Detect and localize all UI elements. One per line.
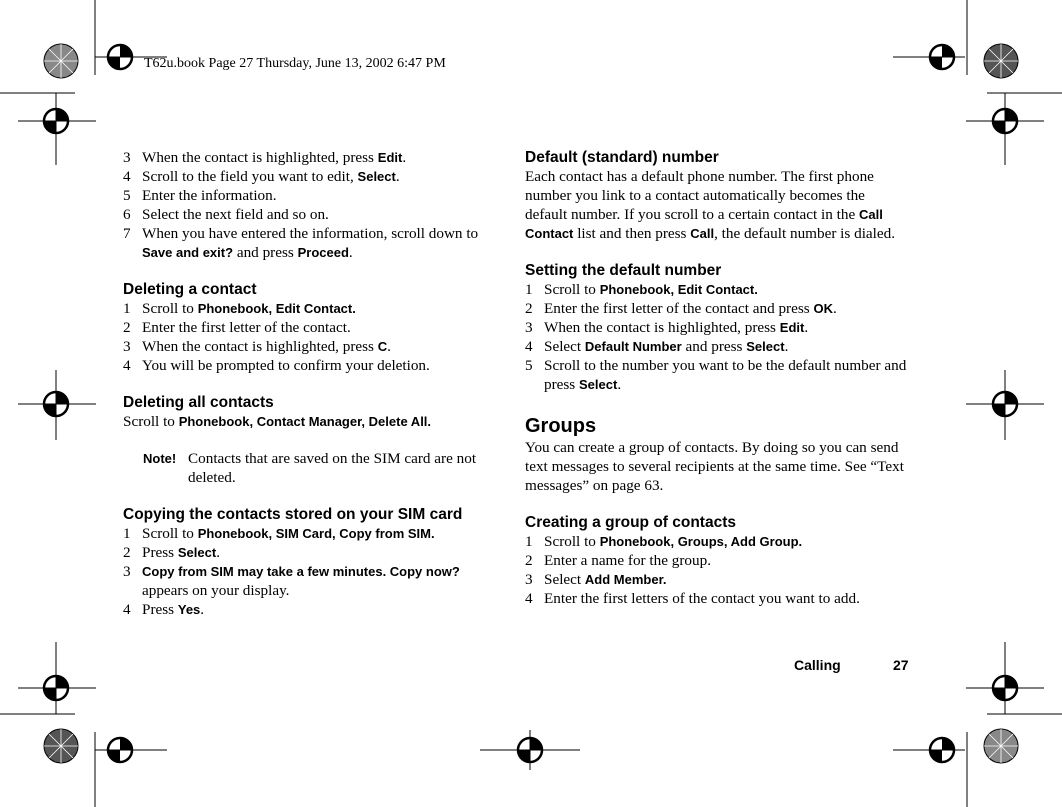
list-item <box>525 532 910 551</box>
list-item <box>525 570 910 589</box>
key-label: Select <box>177 545 217 560</box>
step-text: Select <box>544 571 585 588</box>
step-number: 1 <box>123 525 131 542</box>
key-label: Phonebook, SIM Card, Copy from SIM. <box>197 526 435 541</box>
step-number: 5 <box>525 357 533 374</box>
creating-group-steps <box>525 532 910 608</box>
paragraph <box>525 167 910 243</box>
edit-steps <box>123 148 508 262</box>
note-text: Contacts that are saved on the SIM card are not deleted. <box>188 450 477 486</box>
step-number: 3 <box>525 319 533 336</box>
list-item <box>123 543 508 562</box>
list-item <box>525 299 910 318</box>
list-item <box>123 600 508 619</box>
key-label: Default Number <box>584 339 682 354</box>
step-number: 6 <box>123 206 131 223</box>
step-number: 3 <box>123 338 131 355</box>
body-text: , the default number is dialed. <box>714 225 896 242</box>
step-number: 2 <box>123 544 131 561</box>
list-item <box>123 562 508 600</box>
step-text: When the contact is highlighted, press <box>142 149 378 166</box>
step-number: 1 <box>525 533 533 550</box>
list-item <box>123 205 508 224</box>
key-label: Phonebook, Contact Manager, Delete All. <box>178 414 432 429</box>
list-item <box>123 318 508 337</box>
key-label: Phonebook, Edit Contact. <box>599 282 758 297</box>
step-text: . <box>617 376 622 393</box>
step-text: . <box>804 319 809 336</box>
paragraph <box>123 412 508 431</box>
step-number: 4 <box>123 601 131 618</box>
step-number: 4 <box>525 590 533 607</box>
setting-default-steps <box>525 280 910 394</box>
step-text: You will be prompted to confirm your deletion. <box>142 357 430 374</box>
step-text: . <box>200 601 205 618</box>
key-label: Select <box>357 169 396 184</box>
key-label: Edit <box>779 320 805 335</box>
list-item <box>525 589 910 608</box>
step-number: 1 <box>525 281 533 298</box>
print-header: T62u.book Page 27 Thursday, June 13, 2002 6:47 PM <box>144 56 446 71</box>
step-text: Scroll to <box>544 533 600 550</box>
left-column <box>123 148 508 619</box>
list-item <box>525 318 910 337</box>
step-text: Select <box>544 338 585 355</box>
list-item <box>123 356 508 375</box>
step-number: 2 <box>525 300 533 317</box>
step-text: When the contact is highlighted, press <box>142 338 378 355</box>
step-text: Enter the first letter of the contact and press <box>544 300 814 317</box>
step-number: 3 <box>525 571 533 588</box>
list-item <box>123 299 508 318</box>
step-text: Enter the first letters of the contact you want to add. <box>544 590 860 607</box>
paragraph: You can create a group of contacts. By doing so you can send text messages to several recipients at the same time. See “Text messages” on page 63. <box>525 439 904 494</box>
key-label: Save and exit? <box>142 245 234 260</box>
section-title: Copying the contacts stored on your SIM card <box>123 506 463 523</box>
step-number: 1 <box>123 300 131 317</box>
step-text: Scroll to <box>123 413 179 430</box>
step-text: Select the next field and so on. <box>142 206 329 223</box>
right-column <box>525 148 910 608</box>
key-label: C <box>377 339 388 354</box>
step-text: Scroll to <box>142 300 198 317</box>
section-title: Setting the default number <box>525 262 722 279</box>
key-label: Add Member. <box>584 572 667 587</box>
key-label: Phonebook, Groups, Add Group. <box>599 534 803 549</box>
list-item <box>525 337 910 356</box>
key-label: Proceed <box>297 245 349 260</box>
step-text: Enter the information. <box>142 187 277 204</box>
step-text: Press <box>142 601 178 618</box>
step-text: Scroll to the number you want to be the default number and press <box>544 357 907 393</box>
key-label: OK <box>813 301 833 316</box>
list-item <box>123 524 508 543</box>
step-text: Scroll to <box>544 281 600 298</box>
list-item <box>525 551 910 570</box>
section-title: Deleting a contact <box>123 281 257 298</box>
key-label: Call <box>690 226 715 241</box>
key-label: Copy from SIM may take a few minutes. Copy now? <box>142 564 460 579</box>
step-text: Enter the first letter of the contact. <box>142 319 351 336</box>
step-text: and press <box>681 338 747 355</box>
key-label: Yes <box>177 602 201 617</box>
list-item <box>123 148 508 167</box>
step-number: 4 <box>123 357 131 374</box>
step-text: . <box>387 338 391 355</box>
step-text: and press <box>233 244 298 261</box>
step-number: 2 <box>123 319 131 336</box>
key-label: Phonebook, Edit Contact. <box>197 301 356 316</box>
step-number: 2 <box>525 552 533 569</box>
section-title: Deleting all contacts <box>123 394 274 411</box>
body-text: Each contact has a default phone number. The first phone number you link to a contact automatically becomes the default number. If you scroll to a certain contact in the <box>525 168 874 223</box>
list-item <box>123 186 508 205</box>
key-label: Call Contact <box>525 207 883 241</box>
page-number: 27 <box>893 657 909 673</box>
key-label: Edit <box>377 150 403 165</box>
step-text: Press <box>142 544 178 561</box>
step-number: 5 <box>123 187 131 204</box>
step-text: appears on your display. <box>142 582 290 599</box>
step-number: 3 <box>123 563 131 580</box>
deleting-contact-steps <box>123 299 508 375</box>
step-number: 7 <box>123 225 131 242</box>
key-label: Select <box>579 377 618 392</box>
body-text: list and then press <box>573 225 691 242</box>
step-text: . <box>832 300 837 317</box>
step-number: 4 <box>525 338 533 355</box>
list-item <box>525 280 910 299</box>
step-text: . <box>402 149 407 166</box>
step-number: 4 <box>123 168 131 185</box>
step-text: . <box>784 338 789 355</box>
list-item <box>123 224 508 262</box>
step-text: . <box>216 544 220 561</box>
list-item <box>525 356 910 394</box>
step-text: Scroll to <box>142 525 198 542</box>
key-label: Select <box>746 339 785 354</box>
step-number: 3 <box>123 149 131 166</box>
note-label: Note! <box>143 451 177 466</box>
section-title: Default (standard) number <box>525 149 719 166</box>
list-item <box>123 167 508 186</box>
note-box <box>123 449 508 487</box>
step-text: When the contact is highlighted, press <box>544 319 780 336</box>
section-title: Creating a group of contacts <box>525 514 736 531</box>
footer-section: Calling <box>794 657 841 673</box>
step-text: . <box>348 244 353 261</box>
list-item <box>123 337 508 356</box>
chapter-title: Groups <box>525 415 597 437</box>
step-text: . <box>395 168 400 185</box>
step-text: Enter a name for the group. <box>544 552 711 569</box>
step-text: Scroll to the field you want to edit, <box>142 168 358 185</box>
copying-steps <box>123 524 508 619</box>
step-text: When you have entered the information, scroll down to <box>142 225 479 242</box>
